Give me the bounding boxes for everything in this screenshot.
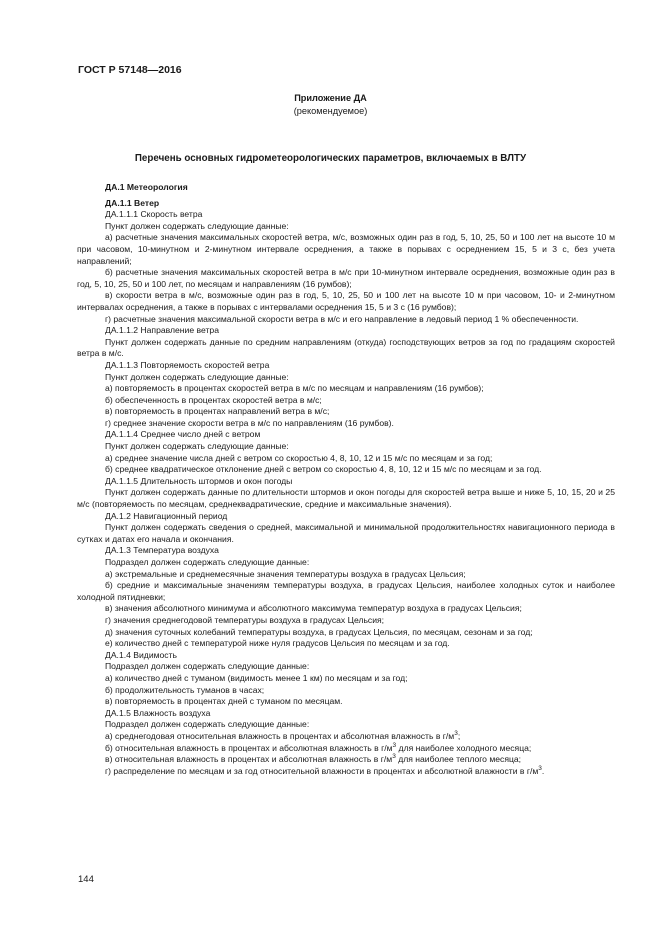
- list-item: а) количество дней с туманом (видимость менее 1 км) по месяцам и за год;: [105, 672, 408, 683]
- list-item-tail: ;: [457, 730, 461, 741]
- list-item: [77, 731, 615, 743]
- page-number: 144: [78, 874, 94, 885]
- list-item-text: г) распределение по месяцам и за год относительной влажности в процентах и абсолютной влажности в г/м: [105, 765, 539, 776]
- paragraph: Подраздел должен содержать следующие данные:: [105, 719, 310, 730]
- list-item: б) обеспеченность в процентах скоростей ветра в м/с;: [105, 394, 322, 405]
- list-item: [77, 766, 615, 778]
- section-heading: ДА.1 Метеорология: [105, 182, 188, 192]
- list-item: г) расчетные значения максимальной скорости ветра в м/с и его направление в ледовый период 1 % обеспеченности.: [105, 313, 579, 324]
- superscript: 3: [392, 741, 397, 749]
- list-item-tail: для наиболее холодного месяца;: [396, 742, 532, 753]
- document-body: [77, 182, 615, 777]
- list-item-text: а) среднегодовая относительная влажность в процентах и абсолютная влажность в г/м: [105, 730, 455, 741]
- list-item: а) среднее значение числа дней с ветром со скоростью 4, 8, 10, 12 и 15 м/с по месяцам и за год;: [105, 452, 493, 463]
- list-item-tail: для наиболее теплого месяца;: [395, 754, 522, 765]
- list-item-text: б) относительная влажность в процентах и абсолютная влажность в г/м: [105, 742, 393, 753]
- list-item: г) среднее значение скорости ветра в м/с по направлениям (16 румбов).: [105, 417, 394, 428]
- appendix-title: Приложение ДА: [294, 93, 367, 103]
- clause-heading: ДА.1.5 Влажность воздуха: [105, 707, 211, 718]
- superscript: 3: [538, 764, 542, 772]
- appendix-note: (рекомендуемое): [293, 105, 368, 116]
- clause-heading: ДА.1.3 Температура воздуха: [105, 545, 219, 556]
- clause-heading: ДА.1.4 Видимость: [105, 649, 178, 660]
- list-item: б) продолжительность туманов в часах;: [105, 684, 265, 695]
- subsection-heading: ДА.1.1 Ветер: [105, 197, 160, 208]
- paragraph: Пункт должен содержать следующие данные:: [105, 371, 289, 382]
- paragraph: Подраздел должен содержать следующие данные:: [105, 661, 310, 672]
- paragraph: Пункт должен содержать данные по длительности штормов и окон погоды для скоростей ветра выше и ниже 5, 10, 15, 20 и 25 м/с (повторяемость по месяцам, среднеквадратические, средние и максимальные значения).: [77, 487, 615, 510]
- document-title: Перечень основных гидрометеорологических параметров, включаемых в ВЛТУ: [134, 153, 527, 164]
- list-item: [77, 743, 615, 755]
- list-item: в) скорости ветра в м/с, возможные один раз в год, 5, 10, 25, 50 и 100 лет на высоте 10 м при часовом, 10- и 2-минутном интервалах осреднения, а также в порывах с интервалами осреднения 15, 5 и 3 с (16 румбов);: [77, 290, 615, 312]
- list-item: а) экстремальные и среднемесячные значения температуры воздуха в градусах Цельсия;: [105, 568, 466, 579]
- list-item: [77, 754, 615, 766]
- list-item-tail: .: [541, 765, 545, 776]
- paragraph: Подраздел должен содержать следующие данные:: [105, 557, 310, 567]
- clause-heading: ДА.1.1.4 Среднее число дней с ветром: [105, 429, 261, 440]
- superscript: 3: [392, 753, 396, 761]
- list-item: в) значения абсолютного минимума и абсолютного максимума температур воздуха в градусах Цельсия;: [105, 603, 522, 614]
- list-item: в) повторяемость в процентах дней с туманом по месяцам.: [105, 696, 343, 707]
- list-item: б) средние и максимальные значениям температуры воздуха, в градусах Цельсия, наиболее холодных суток и наиболее холодной пятидневки;: [77, 580, 615, 602]
- paragraph: Пункт должен содержать следующие данные:: [105, 441, 289, 452]
- appendix-heading: [0, 92, 661, 117]
- clause-heading: ДА.1.1.5 Длительность штормов и окон погоды: [105, 475, 293, 486]
- paragraph: Пункт должен содержать сведения о средней, максимальной и минимальной продолжительностях навигационного периода в сутках и датах его начала и окончания.: [77, 522, 615, 544]
- list-item-text: в) относительная влажность в процентах и абсолютная влажность в г/м: [105, 754, 393, 765]
- paragraph: Пункт должен содержать следующие данные:: [105, 220, 289, 231]
- clause-heading: ДА.1.2 Навигационный период: [105, 510, 228, 521]
- clause-heading: ДА.1.1.2 Направление ветра: [105, 325, 219, 336]
- paragraph: Пункт должен содержать данные по средним направлениям (откуда) господствующих ветров за год по градациям скоростей ветра в м/с.: [77, 336, 615, 359]
- list-item: д) значения суточных колебаний температуры воздуха, в градусах Цельсия, по месяцам, сезонам и за год;: [105, 626, 533, 637]
- list-item: а) расчетные значения максимальных скоростей ветра, м/с, возможных один раз в год, 5, 10, 25, 50 и 100 лет на высоте 10 м при часовом, 10-минутном и 2-минутном интервале осреднения, а также в порывах с осреднением 15, 5 и 3 с, без учета направлений;: [77, 232, 615, 266]
- standard-header: ГОСТ Р 57148—2016: [78, 64, 182, 76]
- clause-heading: ДА.1.1.1 Скорость ветра: [105, 209, 203, 220]
- list-item: г) значения среднегодовой температуры воздуха в градусах Цельсия;: [105, 614, 385, 625]
- list-item: а) повторяемость в процентах скоростей ветра в м/с по месяцам и направлениям (16 румбов);: [105, 383, 484, 394]
- list-item: е) количество дней с температурой ниже нуля градусов Цельсия по месяцам и за год.: [105, 638, 450, 649]
- list-item: в) повторяемость в процентах направлений ветра в м/с;: [105, 406, 330, 417]
- superscript: 3: [454, 730, 458, 738]
- clause-heading: ДА.1.1.3 Повторяемость скоростей ветра: [105, 359, 270, 370]
- list-item: б) расчетные значения максимальных скоростей ветра в м/с при 10-минутном интервале осреднения, возможные один раз в год, 5, 10, 25, 50 и 100 лет, по месяцам и направлениям (16 румбов);: [77, 267, 615, 289]
- list-item: б) среднее квадратическое отклонение дней с ветром со скоростью 4, 8, 10, 12 и 15 м/с по месяцам и за год.: [105, 464, 542, 475]
